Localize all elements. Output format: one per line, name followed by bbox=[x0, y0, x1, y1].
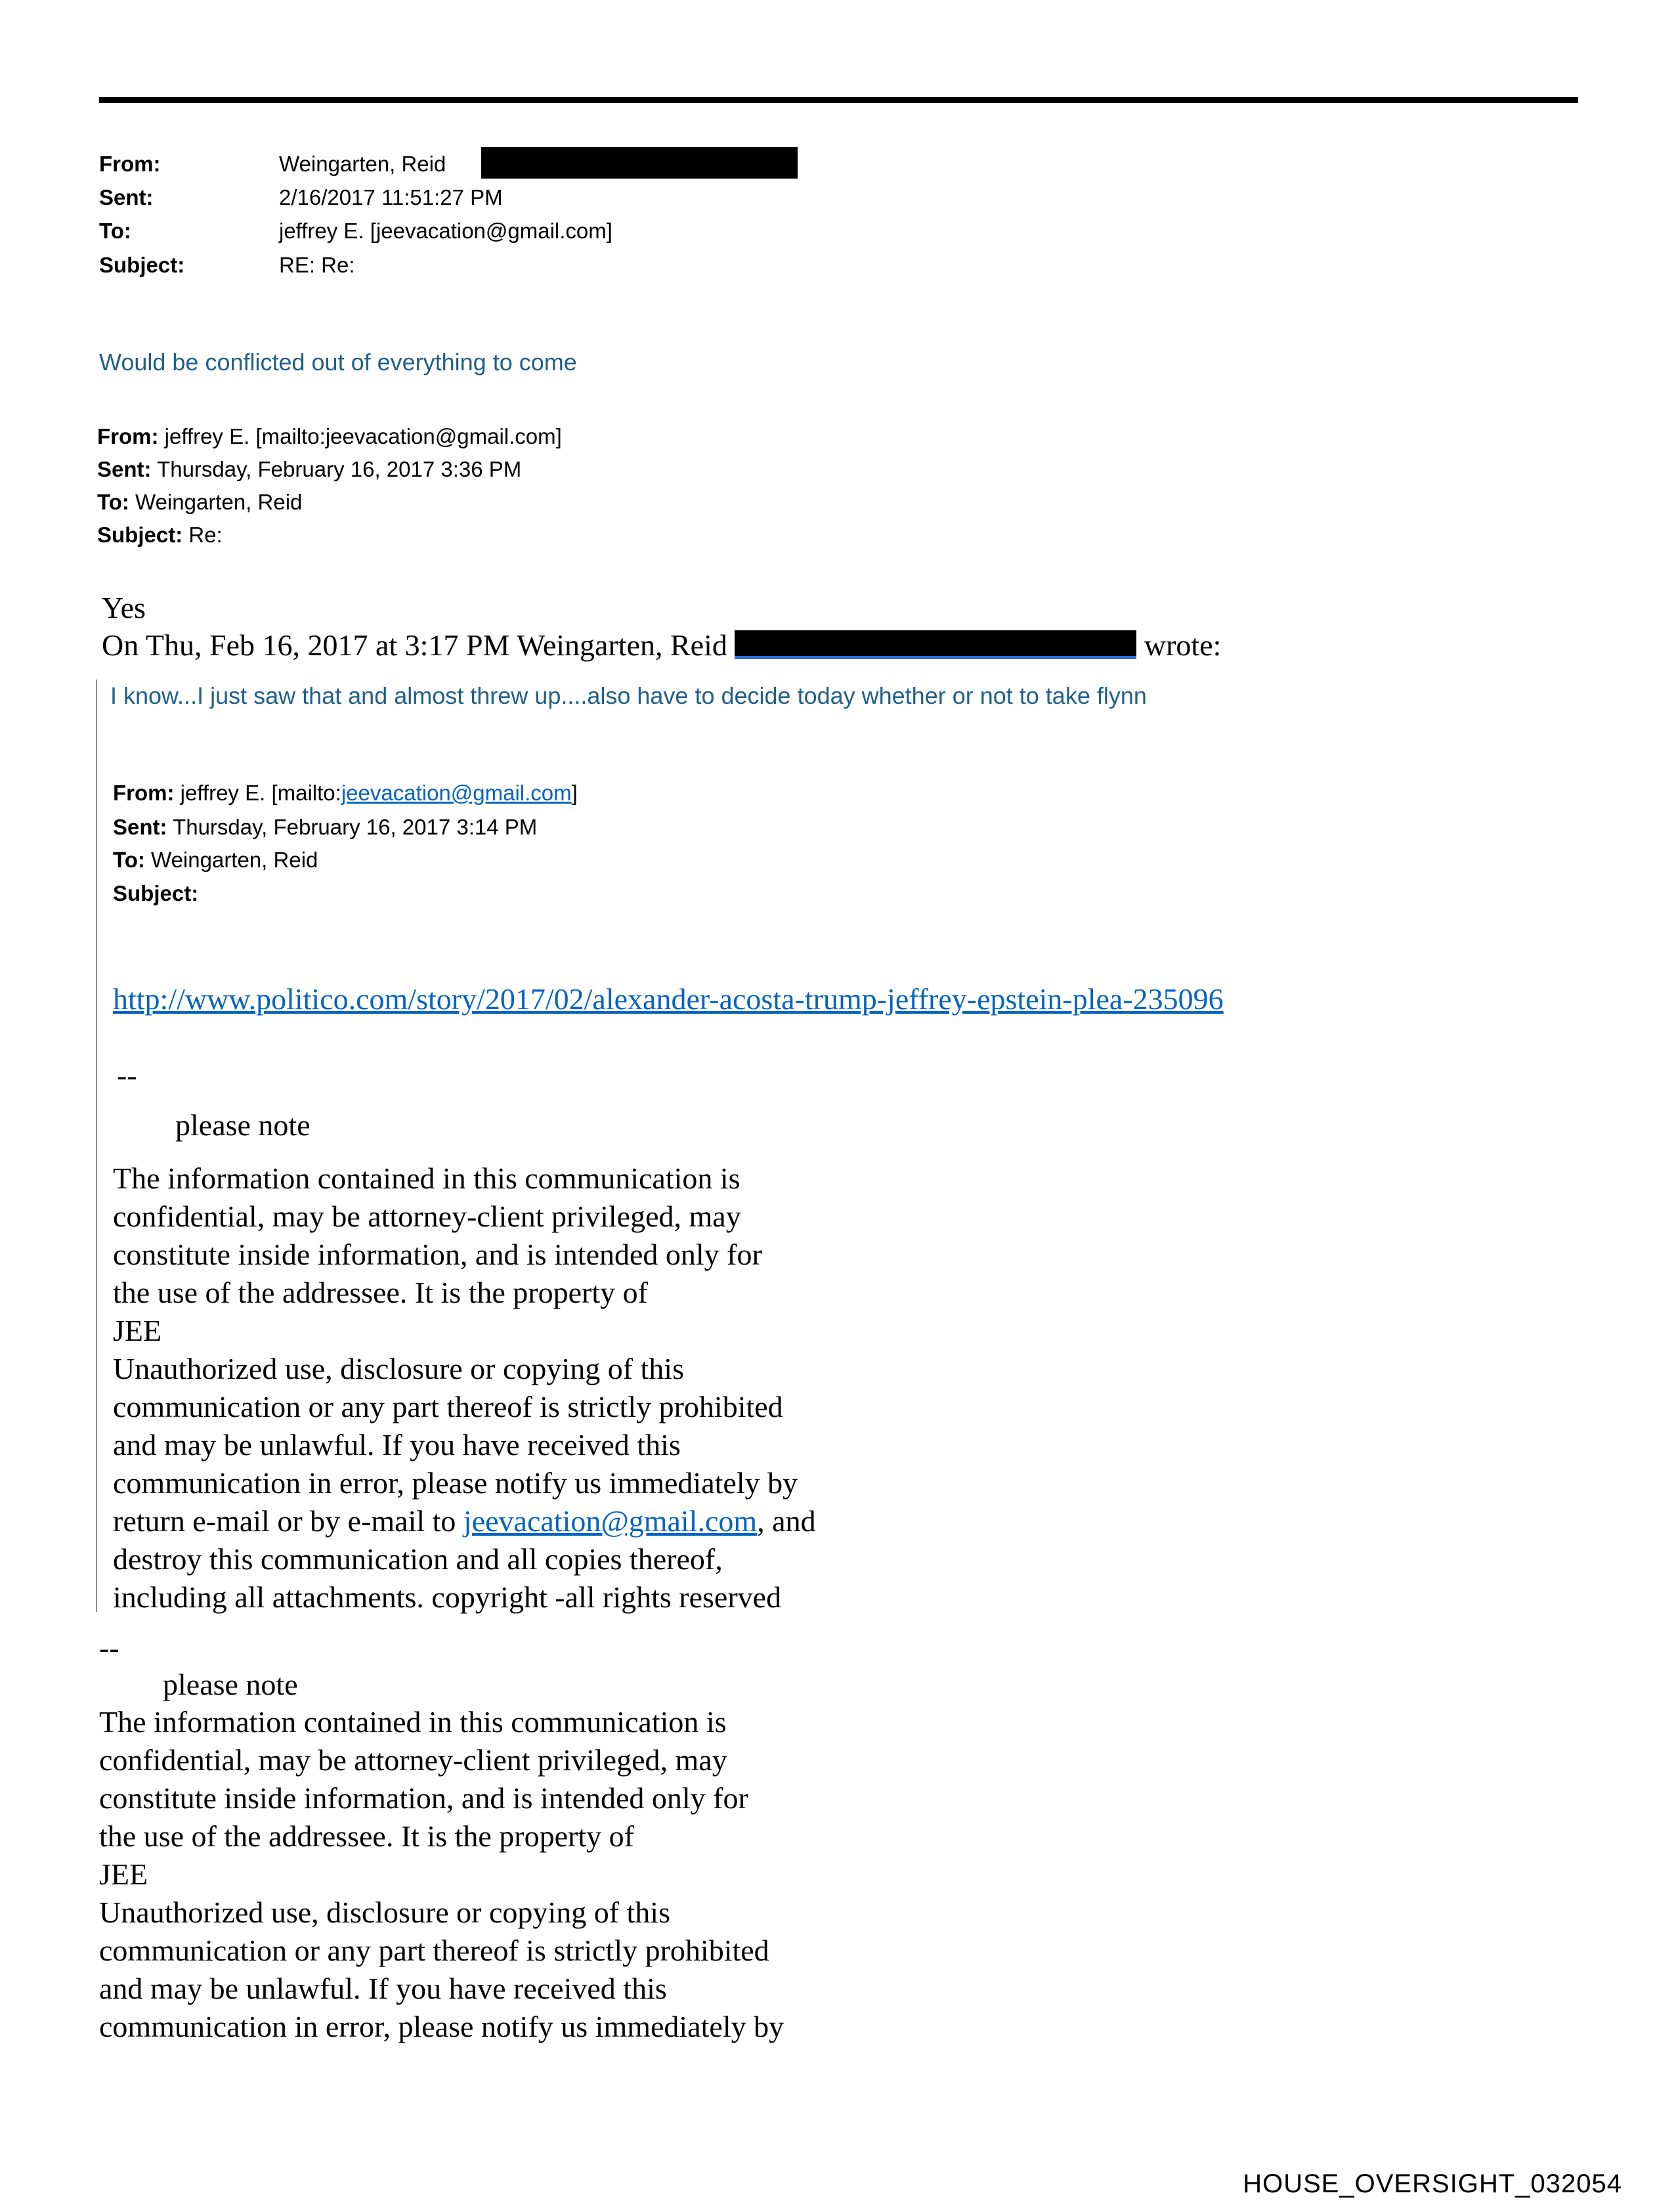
reply-yes-text: Yes bbox=[102, 591, 146, 624]
disclaimer-line: the use of the addressee. It is the property of bbox=[99, 1819, 634, 1853]
quoted-header2-subject bbox=[97, 522, 223, 548]
quoted-header3-from bbox=[113, 780, 578, 806]
sent-label: Sent: bbox=[97, 457, 152, 481]
subject-label: Subject: bbox=[97, 523, 183, 547]
mailto-link[interactable]: jeevacation@gmail.com bbox=[341, 781, 572, 805]
disclaimer-line: communication or any part thereof is strictly prohibited bbox=[99, 1934, 769, 1967]
to-label: To: bbox=[99, 219, 131, 243]
to-label: To: bbox=[113, 848, 145, 872]
disclaimer-line: The information contained in this communication is bbox=[113, 1161, 740, 1195]
mailto-link[interactable]: jeevacation@gmail.com bbox=[463, 1504, 758, 1538]
to-value: Weingarten, Reid bbox=[144, 848, 318, 872]
attribution-prefix: On Thu, Feb 16, 2017 at 3:17 PM Weingarten, Reid bbox=[102, 628, 735, 662]
disclaimer-line: communication in error, please notify us immediately by bbox=[113, 1466, 798, 1500]
quoted-header2-to bbox=[97, 489, 302, 515]
reply-message-text: Would be conflicted out of everything to come bbox=[99, 349, 577, 376]
sent-value: Thursday, February 16, 2017 3:14 PM bbox=[167, 815, 538, 839]
disclaimer-line: JEE bbox=[113, 1314, 162, 1347]
from-label: From: bbox=[97, 424, 159, 448]
header-divider-rule bbox=[99, 97, 1578, 103]
disclaimer-line: JEE bbox=[99, 1857, 148, 1891]
subject-label: Subject: bbox=[99, 253, 185, 277]
disclaimer-line: The information contained in this communication is bbox=[99, 1705, 727, 1739]
disclaimer-line: Unauthorized use, disclosure or copying of this bbox=[113, 1352, 684, 1385]
sent-value: 2/16/2017 11:51:27 PM bbox=[279, 185, 503, 209]
bates-number: HOUSE_OVERSIGHT_032054 bbox=[1243, 2169, 1622, 2198]
politico-article-link[interactable]: http://www.politico.com/story/2017/02/alexander-acosta-trump-jeffrey-epstein-plea-235096 bbox=[113, 982, 1224, 1016]
to-label: To: bbox=[97, 490, 129, 514]
quoted-header3-to bbox=[113, 847, 318, 873]
disclaimer-block-2 bbox=[99, 1703, 784, 2046]
redaction-bar-from-email bbox=[481, 147, 798, 179]
quoted-header2-from bbox=[97, 423, 562, 450]
quoted-reply-text: I know...I just saw that and almost threw up....also have to decide today whether or not to take flynn bbox=[110, 682, 1147, 709]
quoted-header3-subject bbox=[113, 880, 198, 907]
subject-value: RE: Re: bbox=[279, 253, 355, 277]
disclaimer-line-with-email bbox=[113, 1502, 816, 1540]
from-value: jeffrey E. [mailto:jeevacation@gmail.com] bbox=[158, 424, 562, 448]
to-value: jeffrey E. [jeevacation@gmail.com] bbox=[279, 219, 612, 243]
disclaimer-line: including all attachments. copyright -all rights reserved bbox=[113, 1580, 782, 1614]
quote-attribution-line bbox=[102, 627, 1221, 663]
disclaimer-line: destroy this communication and all copies thereof, bbox=[113, 1542, 723, 1576]
disclaimer-line: constitute inside information, and is intended only for bbox=[99, 1781, 748, 1815]
disclaimer-block-1 bbox=[113, 1160, 816, 1616]
disclaimer-line: confidential, may be attorney-client privileged, may bbox=[99, 1743, 727, 1777]
from-label: From: bbox=[99, 152, 161, 176]
email-line-suffix: , and bbox=[757, 1504, 816, 1538]
please-note-label: please note bbox=[163, 1668, 298, 1701]
disclaimer-line: constitute inside information, and is intended only for bbox=[113, 1238, 762, 1271]
sent-label: Sent: bbox=[99, 185, 154, 209]
sent-value: Thursday, February 16, 2017 3:36 PM bbox=[151, 457, 522, 481]
sent-label: Sent: bbox=[113, 815, 167, 839]
email-line-prefix: return e-mail or by e-mail to bbox=[113, 1504, 463, 1538]
signature-dashes: -- bbox=[117, 1058, 137, 1092]
disclaimer-line: confidential, may be attorney-client privileged, may bbox=[113, 1200, 741, 1233]
attribution-suffix: wrote: bbox=[1136, 628, 1222, 662]
subject-value: Re: bbox=[182, 523, 223, 547]
from-suffix: ] bbox=[571, 781, 578, 805]
from-label: From: bbox=[113, 781, 175, 805]
redaction-bar-quoted-email bbox=[735, 630, 1136, 659]
to-value: Weingarten, Reid bbox=[129, 490, 303, 514]
from-prefix: jeffrey E. [mailto: bbox=[174, 781, 341, 805]
disclaimer-line: the use of the addressee. It is the property of bbox=[113, 1276, 648, 1309]
disclaimer-line: communication in error, please notify us immediately by bbox=[99, 2010, 784, 2043]
disclaimer-line: Unauthorized use, disclosure or copying of this bbox=[99, 1896, 670, 1929]
signature-dashes: -- bbox=[99, 1631, 119, 1664]
quoted-header2-sent bbox=[97, 456, 521, 483]
disclaimer-line: and may be unlawful. If you have received this bbox=[113, 1428, 681, 1462]
quoted-header3-sent bbox=[113, 814, 537, 840]
please-note-label: please note bbox=[175, 1108, 311, 1142]
subject-label: Subject: bbox=[113, 881, 199, 905]
disclaimer-line: communication or any part thereof is strictly prohibited bbox=[113, 1390, 783, 1423]
quote-border-line bbox=[96, 680, 97, 1612]
from-value: Weingarten, Reid bbox=[279, 152, 446, 176]
disclaimer-line: and may be unlawful. If you have received this bbox=[99, 1972, 667, 2005]
